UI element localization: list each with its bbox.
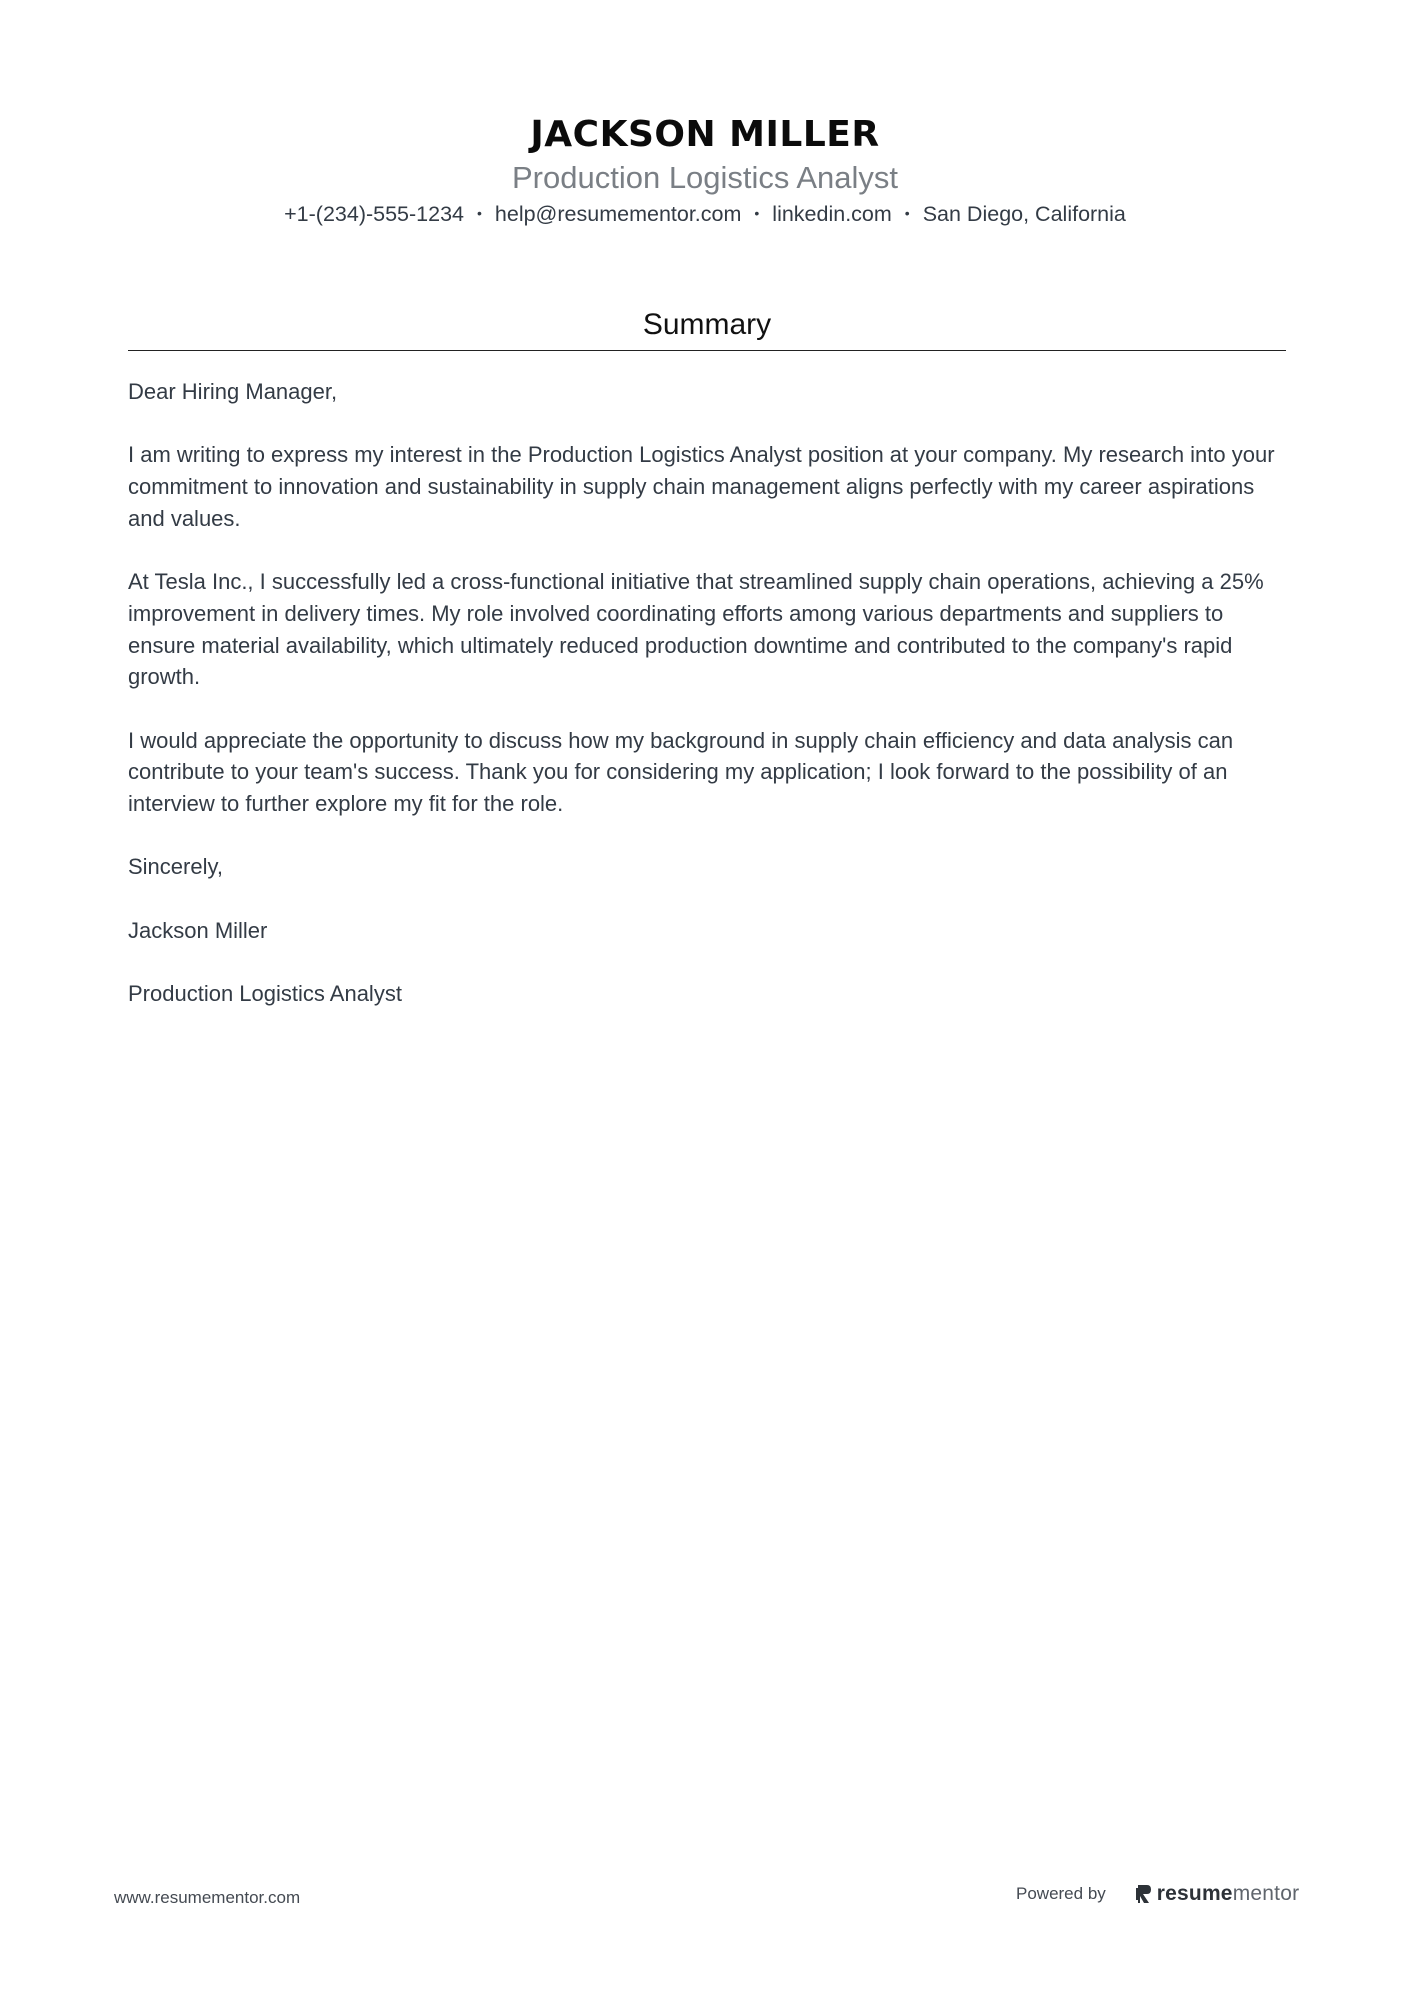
signature-title: Production Logistics Analyst xyxy=(128,981,402,1007)
contact-email: help@resumementor.com xyxy=(494,202,742,226)
letter-paragraph: I would appreciate the opportunity to discuss how my background in supply chain efficiency and data analysis can contribute to your team's success. Thank you for considering my application; I look forward to the possibility of an interview to further explore my fit for the role. xyxy=(128,727,1234,817)
contact-separator: • xyxy=(477,205,482,222)
signature-name: Jackson Miller xyxy=(128,917,268,943)
contact-phone: +1-(234)-555-1234 xyxy=(284,202,464,226)
footer-website: www.resumementor.com xyxy=(114,1888,301,1907)
letter-paragraph: I am writing to express my interest in the Production Logistics Analyst position at your company. My research into your commitment to innovation and sustainability in supply chain management aligns perfectly with my career aspirations and values. xyxy=(128,442,1275,531)
brand-logo xyxy=(1136,1882,1299,1906)
contact-line xyxy=(0,198,1410,231)
section-heading-summary: Summary xyxy=(128,302,1286,351)
contact-separator: • xyxy=(904,205,910,222)
contact-location: San Diego, California xyxy=(922,202,1126,226)
powered-by-label: Powered by xyxy=(1016,1884,1106,1903)
brand-name-light: mentor xyxy=(1232,1882,1300,1905)
contact-linkedin: linkedin.com xyxy=(772,202,892,226)
letter-header xyxy=(0,112,1410,231)
footer-branding xyxy=(1016,1882,1299,1906)
brand-name-bold: resume xyxy=(1156,1882,1233,1905)
contact-separator: • xyxy=(754,205,760,222)
resumementor-logo-icon xyxy=(1136,1884,1152,1904)
applicant-name: JACKSON MILLER xyxy=(530,114,880,155)
closing: Sincerely, xyxy=(128,854,223,880)
letter-paragraph: At Tesla Inc., I successfully led a cross-functional initiative that streamlined supply chain operations, achieving a 25% improvement in delivery times. My role involved coordinating efforts among various departments and suppliers to ensure material availability, which ultimately reduced production downtime and contributed to the company's rapid growth. xyxy=(128,569,1264,690)
letter-body xyxy=(128,376,1288,1042)
applicant-title: Production Logistics Analyst xyxy=(512,160,898,195)
salutation: Dear Hiring Manager, xyxy=(128,379,338,404)
